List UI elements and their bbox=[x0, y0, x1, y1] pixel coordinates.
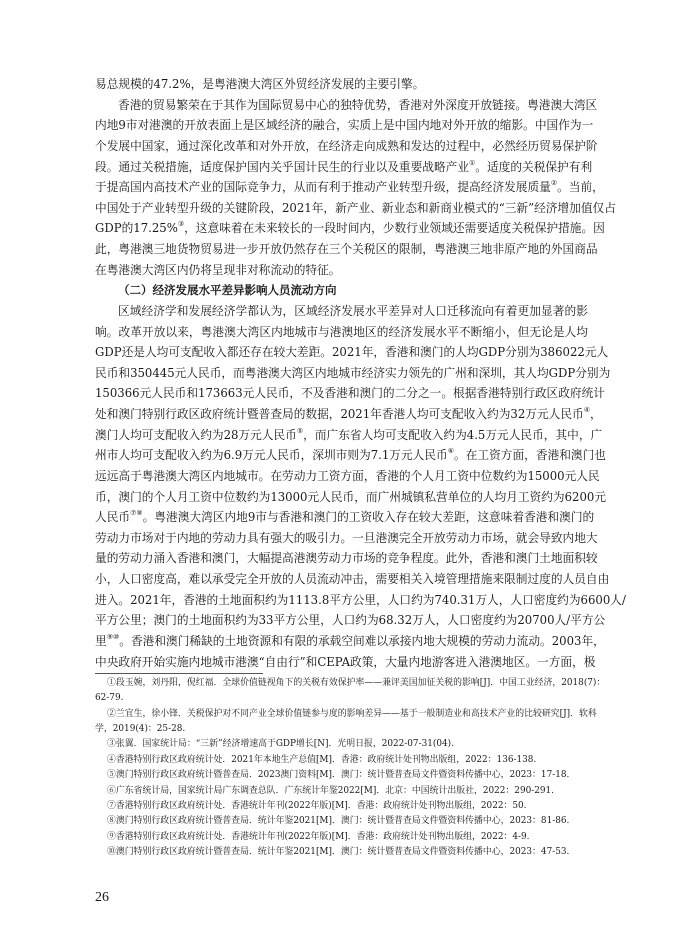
paragraph-line: 劳动力市场对于内地的劳动力具有强大的吸引力。一旦港澳完全开放劳动力市场，就会导致内地大 bbox=[95, 530, 598, 545]
footnote-line: ⑥广东省统计局，国家统计局广东调查总队．广东统计年鉴2022[M]．北京：中国统计出版社，2022：290-291. bbox=[107, 785, 555, 796]
paragraph-line: 在粤港澳大湾区内仍将呈现非对称流动的特征。 bbox=[95, 262, 341, 277]
paragraph-line: 小，人口密度高，难以承受完全开放的人员流动冲击，需要相关入境管理措施来限制过度的人员自由 bbox=[95, 572, 610, 586]
footnote-marker[interactable]: ① bbox=[469, 158, 476, 167]
paragraph-line: 澳门人均可支配收入约为28万元人民币⑤，而广东省人均可支配收入约为4.5万元人民币，其中，广 bbox=[95, 426, 603, 442]
footnote-marker[interactable]: ⑥ bbox=[447, 447, 455, 456]
paragraph-line: 进入。2021年，香港的土地面积约为1113.8平方公里，人口约为740.31万人，人口密度约为6600人/ bbox=[95, 592, 626, 607]
paragraph-line: GDP还是人均可支配收入都还存在较大差距。2021年，香港和澳门的人均GDP分别为386022元人 bbox=[95, 345, 609, 360]
footnote-line: ①段玉婉，刘丹阳，倪红福．全球价值链视角下的关税有效保护率——兼评美国加征关税的影响[J]．中国工业经济，2018(7)： bbox=[107, 678, 606, 688]
paragraph-line: 民币和350445元人民币，而粤港澳大湾区内地城市经济实力领先的广州和深圳，其人均GDP分别为 bbox=[95, 365, 611, 380]
footnote-marker[interactable]: ③ bbox=[177, 220, 185, 229]
paragraph-line: 中央政府开始实施内地城市港澳“自由行”和CEPA政策，大量内地游客进入港澳地区。一方面，极 bbox=[95, 654, 596, 669]
paragraph-line: 币，澳门的个人月工资中位数约为13000元人民币，而广州城镇私营单位的人均月工资约为6200元 bbox=[95, 489, 607, 504]
paragraph-line: 个发展中国家，通过深化改革和对外开放，在经济走向成熟和发达的过程中，必然经历贸易保护阶 bbox=[95, 138, 598, 153]
paragraph-line: 中国处于产业转型升级的关键阶段，2021年，新产业、新业态和新商业模式的“三新”经济增加值仅占 bbox=[95, 200, 616, 215]
footnote-line: ⑦香港特别行政区政府统计处．香港统计年刊(2022年版)[M]．香港：政府统计处刊物出版组，2022：50. bbox=[107, 800, 527, 811]
footnotes bbox=[95, 676, 606, 860]
footnote-marker[interactable]: ⑤ bbox=[296, 426, 304, 435]
paragraph-line: 处和澳门特别行政区政府统计暨普查局的数据，2021年香港人均可支配收入约为32万元人民币④， bbox=[95, 406, 602, 421]
footnote-line: ⑧澳门特别行政区政府统计暨普查局．统计年鉴2021[M]．澳门：统计暨普查局文件暨资料传播中心，2023：81-86. bbox=[107, 816, 570, 827]
footnote-divider bbox=[95, 673, 263, 674]
footnote-marker[interactable]: ② bbox=[550, 179, 558, 188]
paragraph-line: 响。改革开放以来，粤港澳大湾区内地城市与港澳地区的经济发展水平不断缩小，但无论是人均 bbox=[95, 324, 588, 339]
paragraph-line: 量的劳动力涌入香港和澳门，大幅提高港澳劳动力市场的竞争程度。此外，香港和澳门土地面积较 bbox=[95, 551, 598, 566]
footnote-line: 62-79. bbox=[95, 693, 124, 704]
section-heading: （二）经济发展水平差异影响人员流动方向 bbox=[118, 283, 337, 298]
body-text bbox=[95, 74, 626, 672]
paragraph-line: 区域经济学和发展经济学都认为，区域经济发展水平差异对人口迁移流向有着更加显著的影 bbox=[118, 303, 588, 318]
footnote-marker[interactable]: ⑨⑩ bbox=[106, 632, 120, 641]
footnote-line: ⑩澳门特别行政区政府统计暨普查局．统计年鉴2021[M]．澳门：统计暨普查局文件暨资料传播中心，2023：47-53. bbox=[107, 846, 570, 857]
footnote-line: ④香港特别行政区政府统计处．2021年本地生产总值[M]．香港：政府统计处刊物出版组，2022：136-138. bbox=[107, 754, 537, 765]
footnote-line: 学，2019(4)：25-28. bbox=[95, 724, 186, 735]
footnote-line: ③张翼．国家统计局：“三新”经济增速高于GDP增长[N]．光明日报，2022-07-31(04). bbox=[107, 739, 454, 750]
paragraph-line: 此，粤港澳三地货物贸易进一步开放仍然存在三个关税区的限制，粤港澳三地非原产地的外国商品 bbox=[95, 242, 598, 256]
paragraph-line: 段。通过关税措施，适度保护国内关乎国计民生的行业以及重要战略产业①。适度的关税保护有利 bbox=[95, 158, 593, 174]
paragraph-line: 州市人均可支配收入约为6.9万元人民币，深圳市则为7.1万元人民币⑥。在工资方面，香港和澳门也 bbox=[95, 447, 606, 463]
paragraph-line: GDP的17.25%③，这意味着在未来较长的一段时间内，少数行业领域还需要适度关税保护措施。因 bbox=[95, 220, 605, 236]
footnote-line: ②兰宜生，徐小锋．关税保护对不同产业全球价值链参与度的影响差异——基于一般制造业和高技术产业的比较研究[J]．软科 bbox=[107, 708, 597, 719]
footnote-line: ⑤澳门特别行政区政府统计暨普查局．2023澳门资料[M]．澳门：统计暨普查局文件暨资料传播中心，2023：17-18. bbox=[107, 770, 570, 781]
page-number: 26 bbox=[95, 890, 109, 905]
paragraph-line: 人民币⑦⑧。粤港澳大湾区内地9市与香港和澳门的工资收入存在较大差距，这意味着香港和澳门的 bbox=[95, 509, 595, 525]
paragraph-line: 150366元人民币和173663元人民币，不及香港和澳门的二分之一。根据香港特别行政区政府统计 bbox=[95, 386, 605, 401]
paragraph-line: 平方公里；澳门的土地面积约为33平方公里，人口约为68.32万人，人口密度约为20700人/平方公 bbox=[95, 613, 606, 628]
paragraph-line: 香港的贸易繁荣在于其作为国际贸易中心的独特优势，香港对外深度开放链接。粤港澳大湾区 bbox=[118, 97, 598, 112]
footnote-line: ⑨香港特别行政区政府统计处．香港统计年刊(2022年版)[M]．香港：政府统计处刊物出版组，2022：4-9. bbox=[107, 831, 530, 842]
footnote-marker[interactable]: ⑦⑧ bbox=[130, 509, 143, 518]
paragraph-line: 里⑨⑩。香港和澳门稀缺的土地资源和有限的承载空间难以承接内地大规模的劳动力流动。2003年， bbox=[95, 632, 605, 648]
paragraph-line: 于提高国内高技术产业的国际竞争力，从而有利于推动产业转型升级，提高经济发展质量②。当前， bbox=[95, 179, 604, 195]
paragraph-line: 易总规模的47.2%，是粤港澳大湾区外贸经济发展的主要引擎。 bbox=[95, 77, 425, 91]
paragraph-line: 内地9市对港澳的开放表面上是区域经济的融合，实质上是中国内地对外开放的缩影。中国作为一 bbox=[95, 118, 594, 133]
footnote-marker[interactable]: ④ bbox=[583, 406, 591, 414]
paragraph-line: 远远高于粤港澳大湾区内地城市。在劳动力工资方面，香港的个人月工资中位数约为15000元人民 bbox=[95, 468, 600, 483]
